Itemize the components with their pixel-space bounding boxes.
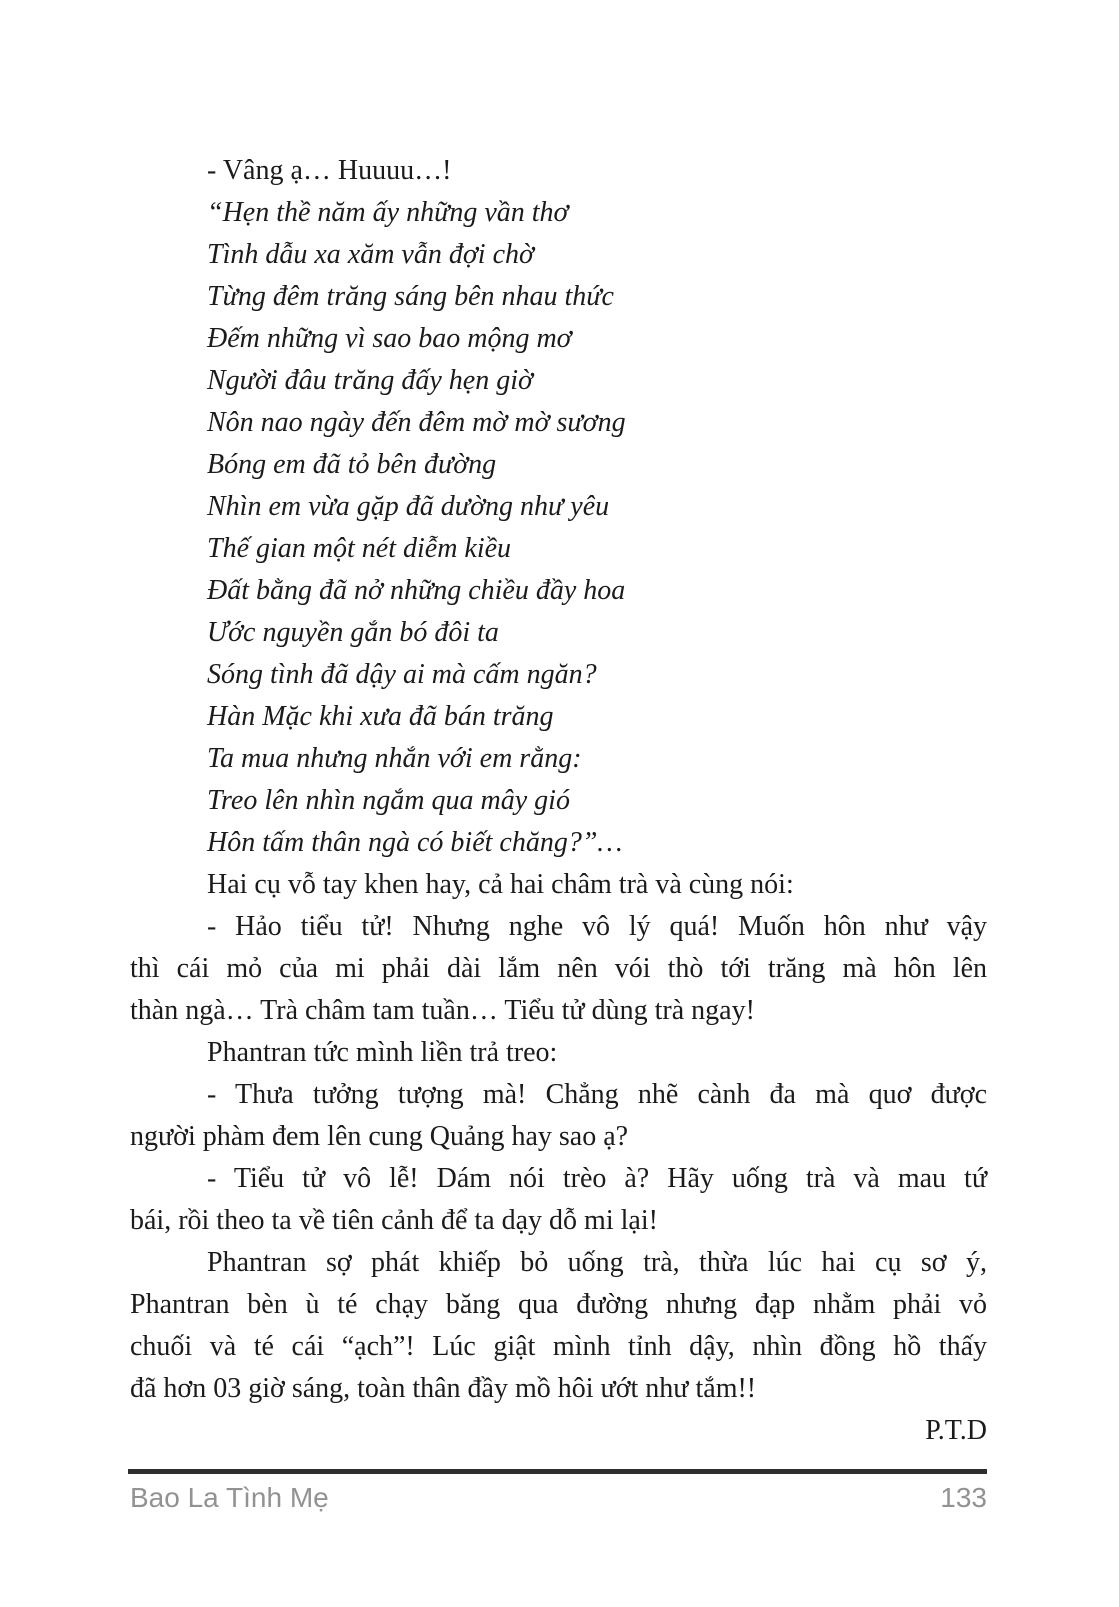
prose-line: thàn ngà… Trà châm tam tuần… Tiểu tử dùng trà ngay! xyxy=(130,995,755,1026)
prose-line: Hai cụ vỗ tay khen hay, cả hai châm trà và cùng nói: xyxy=(207,869,794,900)
poem-line: Ước nguyền gắn bó đôi ta xyxy=(207,617,499,648)
poem-line: Hàn Mặc khi xưa đã bán trăng xyxy=(207,701,554,732)
page-text-block xyxy=(130,150,987,1452)
prose-line: Phantran tức mình liền trả treo: xyxy=(207,1037,558,1068)
prose-line: bái, rồi theo ta về tiên cảnh để ta dạy dỗ mi lại! xyxy=(130,1205,658,1236)
poem-line: “Hẹn thề năm ấy những vần thơ xyxy=(207,197,569,228)
footer-book-title: Bao La Tình Mẹ xyxy=(130,1482,329,1513)
prose-line: Phantran sợ phát khiếp bỏ uống trà, thừa lúc hai cụ sơ ý, xyxy=(207,1247,987,1278)
poem-line: Thế gian một nét diễm kiều xyxy=(207,533,512,564)
footer-divider xyxy=(128,1469,987,1474)
prose-line: người phàm đem lên cung Quảng hay sao ạ? xyxy=(130,1121,629,1152)
poem-line: Đất bằng đã nở những chiều đầy hoa xyxy=(207,575,626,606)
dialogue-line: - Vâng ạ… Huuuu…! xyxy=(207,155,452,186)
prose-line: Phantran bèn ù té chạy băng qua đường nhưng đạp nhằm phải vỏ xyxy=(130,1289,987,1320)
poem-line: Ta mua nhưng nhắn với em rằng: xyxy=(207,743,582,774)
poem-line: Người đâu trăng đấy hẹn giờ xyxy=(207,365,533,396)
prose-line: - Hảo tiểu tử! Nhưng nghe vô lý quá! Muốn hôn như vậy xyxy=(207,911,987,942)
prose-line: đã hơn 03 giờ sáng, toàn thân đầy mồ hôi ướt như tắm!! xyxy=(130,1373,757,1404)
prose-line: - Thưa tưởng tượng mà! Chẳng nhẽ cành đa mà quơ được xyxy=(207,1079,987,1110)
poem-line: Hôn tấm thân ngà có biết chăng?”… xyxy=(207,827,623,858)
poem-line: Bóng em đã tỏ bên đường xyxy=(207,449,497,480)
poem-line: Từng đêm trăng sáng bên nhau thức xyxy=(207,281,614,312)
poem-line: Nôn nao ngày đến đêm mờ mờ sương xyxy=(207,407,626,438)
poem-line: Tình dẫu xa xăm vẫn đợi chờ xyxy=(207,239,534,270)
prose-line: thì cái mỏ của mi phải dài lắm nên vói thò tới trăng mà hôn lên xyxy=(130,953,987,984)
page-footer xyxy=(130,1482,987,1514)
footer-page-number: 133 xyxy=(940,1482,987,1513)
author-signature: P.T.D xyxy=(925,1415,987,1446)
poem-line: Đếm những vì sao bao mộng mơ xyxy=(207,323,572,354)
poem-line: Treo lên nhìn ngắm qua mây gió xyxy=(207,785,570,816)
prose-line: chuối và té cái “ạch”! Lúc giật mình tỉnh dậy, nhìn đồng hồ thấy xyxy=(130,1331,987,1362)
poem-line: Sóng tình đã dậy ai mà cấm ngăn? xyxy=(207,659,597,690)
prose-line: - Tiểu tử vô lễ! Dám nói trèo à? Hãy uống trà và mau tứ xyxy=(207,1163,987,1194)
poem-line: Nhìn em vừa gặp đã dường như yêu xyxy=(207,491,610,522)
